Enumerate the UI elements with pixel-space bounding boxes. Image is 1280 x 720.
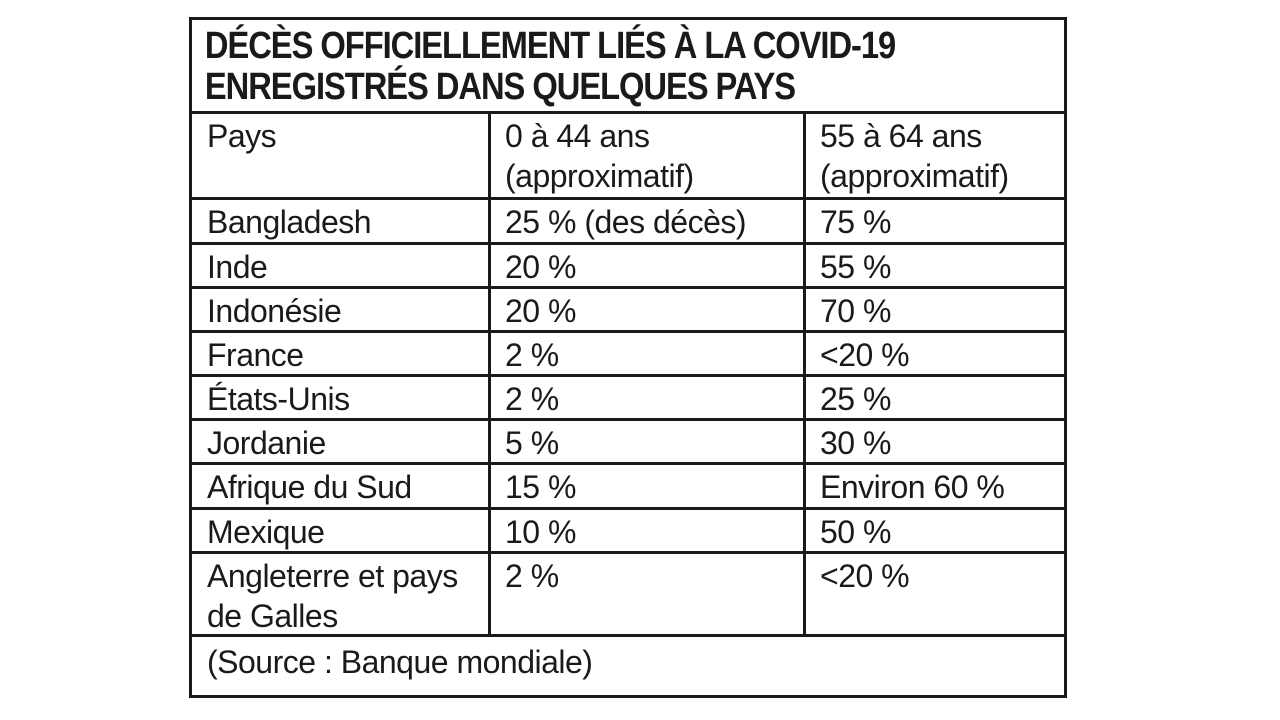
- covid-deaths-table: [189, 17, 1067, 698]
- cell-age-55-64: <20 %: [803, 554, 1064, 634]
- cell-age-55-64: Environ 60 %: [803, 465, 1064, 507]
- table-title: DÉCÈS OFFICIELLEMENT LIÉS À LA COVID-19 ENREGISTRÉS DANS QUELQUES PAYS: [192, 20, 1064, 114]
- cell-country: Inde: [207, 249, 268, 285]
- cell-age-0-44: 2 %: [488, 333, 803, 374]
- cell-age-0-44: 20 %: [488, 289, 803, 330]
- cell-age-55-64: 30 %: [803, 421, 1064, 462]
- table-row: [192, 245, 1064, 289]
- cell-age-55-64: 75 %: [803, 200, 1064, 242]
- cell-country: Jordanie: [207, 425, 326, 461]
- table-row: [192, 421, 1064, 465]
- cell-age-55-64: 55 %: [803, 245, 1064, 286]
- cell-country: Mexique: [207, 514, 325, 550]
- table-row: [192, 465, 1064, 510]
- cell-age-55-64: 25 %: [803, 377, 1064, 418]
- cell-age-55-64: 50 %: [803, 510, 1064, 551]
- cell-age-0-44: 25 % (des décès): [488, 200, 803, 242]
- source-note: (Source : Banque mondiale): [207, 644, 593, 680]
- cell-age-0-44: 2 %: [488, 554, 803, 634]
- cell-age-0-44: 15 %: [488, 465, 803, 507]
- cell-age-0-44: 5 %: [488, 421, 803, 462]
- cell-country: Indonésie: [207, 293, 342, 329]
- header-age-55-64: 55 à 64 ans (approximatif): [803, 114, 1064, 197]
- header-country: Pays: [207, 118, 277, 154]
- table-row: [192, 554, 1064, 637]
- table-row: [192, 377, 1064, 421]
- cell-age-0-44: 2 %: [488, 377, 803, 418]
- header-row: [192, 114, 1064, 200]
- cell-age-0-44: 10 %: [488, 510, 803, 551]
- table-row: [192, 333, 1064, 377]
- cell-country: Bangladesh: [207, 204, 372, 240]
- cell-age-0-44: 20 %: [488, 245, 803, 286]
- header-age-0-44: 0 à 44 ans (approximatif): [488, 114, 803, 197]
- cell-country: États-Unis: [207, 381, 350, 417]
- table-row: [192, 289, 1064, 333]
- cell-country: Angleterre et pays de Galles: [207, 558, 458, 634]
- cell-age-55-64: <20 %: [803, 333, 1064, 374]
- cell-country: Afrique du Sud: [207, 469, 412, 505]
- table-row: [192, 200, 1064, 245]
- cell-age-55-64: 70 %: [803, 289, 1064, 330]
- cell-country: France: [207, 337, 304, 373]
- table-row: [192, 510, 1064, 554]
